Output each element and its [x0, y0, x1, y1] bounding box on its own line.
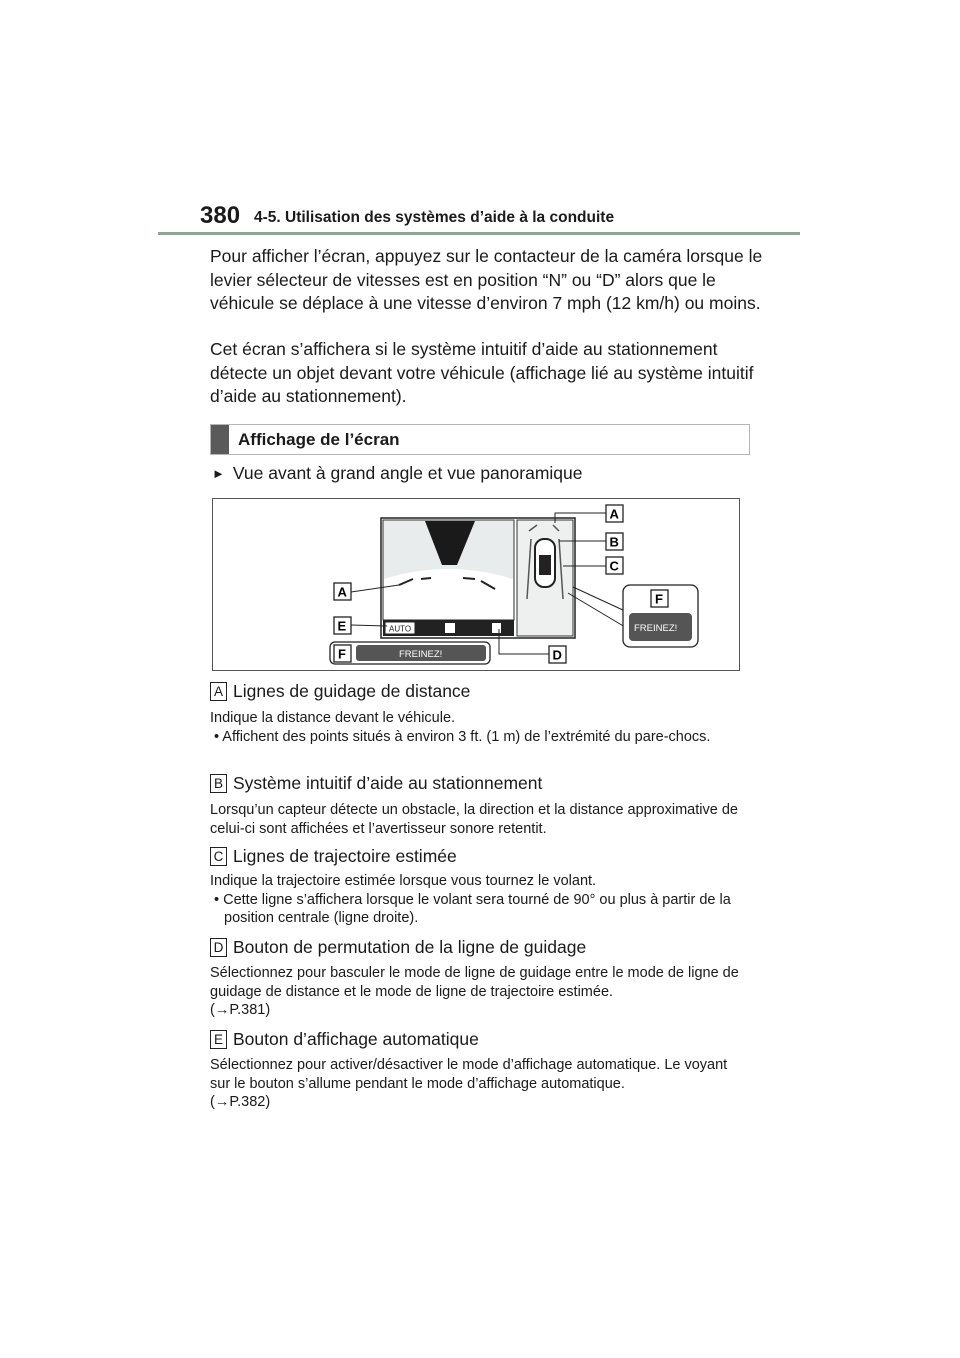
item-b-description — [210, 801, 750, 838]
freinez-bottom-text: FREINEZ! — [399, 649, 443, 660]
item-e-description — [210, 1056, 750, 1112]
section-heading: Affichage de l’écran — [238, 430, 400, 449]
item-e-letter: E — [210, 1030, 227, 1049]
callout-c-label: C — [609, 558, 619, 574]
section-heading-bar — [211, 425, 229, 454]
item-d-heading — [210, 937, 586, 958]
auto-button-label: AUTO — [389, 624, 412, 634]
item-e-title: Bouton d’affichage automatique — [233, 1029, 479, 1049]
triangle-bullet-icon: ► — [212, 466, 225, 481]
item-c-title: Lignes de trajectoire estimée — [233, 846, 457, 866]
camera-screen-figure — [212, 498, 740, 671]
front-view-ground — [384, 569, 513, 619]
camera-screen-illustration — [213, 499, 739, 670]
item-d-letter: D — [210, 938, 227, 957]
guide-switch-icon — [445, 623, 455, 633]
item-a-letter: A — [210, 682, 227, 701]
item-d-reference-link[interactable]: (→P.381) — [210, 1002, 271, 1018]
section-heading-box — [210, 424, 750, 455]
item-c-heading — [210, 846, 457, 867]
freinez-right-text: FREINEZ! — [634, 623, 678, 634]
callout-a-left-label: A — [337, 584, 347, 600]
item-e-text: Sélectionnez pour activer/désactiver le mode d’affichage automatique. Le voyant sur le bouton s’allume pendant le mode d’affichage automatique. — [210, 1057, 728, 1092]
item-c-text: Indique la trajectoire estimée lorsque vous tournez le volant. — [210, 873, 597, 889]
item-d-title: Bouton de permutation de la ligne de guidage — [233, 937, 587, 957]
item-a-heading — [210, 681, 470, 702]
callout-a-top-label: A — [609, 506, 619, 522]
item-b-text: Lorsqu’un capteur détecte un obstacle, la direction et la distance approximative de celui-ci sont affichées et l’avertisseur sonore retentit. — [210, 802, 738, 837]
guide-line — [463, 578, 475, 579]
callout-d-label: D — [552, 647, 562, 663]
header-divider — [158, 232, 800, 235]
intro-paragraph-2: Cet écran s’affichera si le système intuitif d’aide au stationnement détecte un objet devant votre véhicule (affichage lié au système intuitif d’aide au stationnement). — [210, 339, 754, 406]
guide-line — [421, 578, 431, 579]
item-b-title: Système intuitif d’aide au stationnement — [233, 773, 543, 793]
callout-f-bottom-label: F — [338, 646, 346, 662]
view-bullet-text: Vue avant à grand angle et vue panoramique — [232, 463, 583, 483]
item-b-heading — [210, 773, 542, 794]
section-title: 4-5. Utilisation des systèmes d’aide à la conduite — [254, 209, 615, 226]
callout-line-f-2 — [573, 587, 625, 611]
car-roof — [539, 555, 551, 575]
intro-paragraph-1: Pour afficher l’écran, appuyez sur le contacteur de la caméra lorsque le levier sélecteur de vitesses est en position “N” ou “D” alors que le véhicule se déplace à une vitesse d’environ 7 mph (12 km/h) ou moins. — [210, 246, 763, 313]
page-number: 380 — [200, 202, 241, 229]
item-a-subpoint: • Affichent des points situés à environ 3 ft. (1 m) de l’extrémité du pare-chocs. — [214, 728, 711, 745]
callout-f-right-label: F — [655, 591, 663, 607]
camera-icon — [492, 623, 501, 633]
item-b-letter: B — [210, 774, 227, 793]
item-e-reference-link[interactable]: (→P.382) — [210, 1094, 271, 1110]
callout-b-label: B — [609, 534, 619, 550]
item-a-description — [210, 709, 750, 746]
item-a-text: Indique la distance devant le véhicule. — [210, 710, 456, 726]
callout-e-label: E — [337, 618, 347, 634]
item-c-subpoint: • Cette ligne s’affichera lorsque le volant sera tourné de 90° ou plus à partir de la position centrale (ligne droite). — [214, 891, 731, 926]
view-bullet — [212, 463, 582, 484]
item-d-text: Sélectionnez pour basculer le mode de ligne de guidage entre le mode de ligne de guidage de distance et le mode de ligne de trajectoire estimée. — [210, 965, 739, 1000]
item-d-description — [210, 964, 750, 1020]
item-c-description — [210, 872, 750, 928]
item-e-heading — [210, 1029, 479, 1050]
item-c-letter: C — [210, 847, 227, 866]
item-a-title: Lignes de guidage de distance — [233, 681, 471, 701]
